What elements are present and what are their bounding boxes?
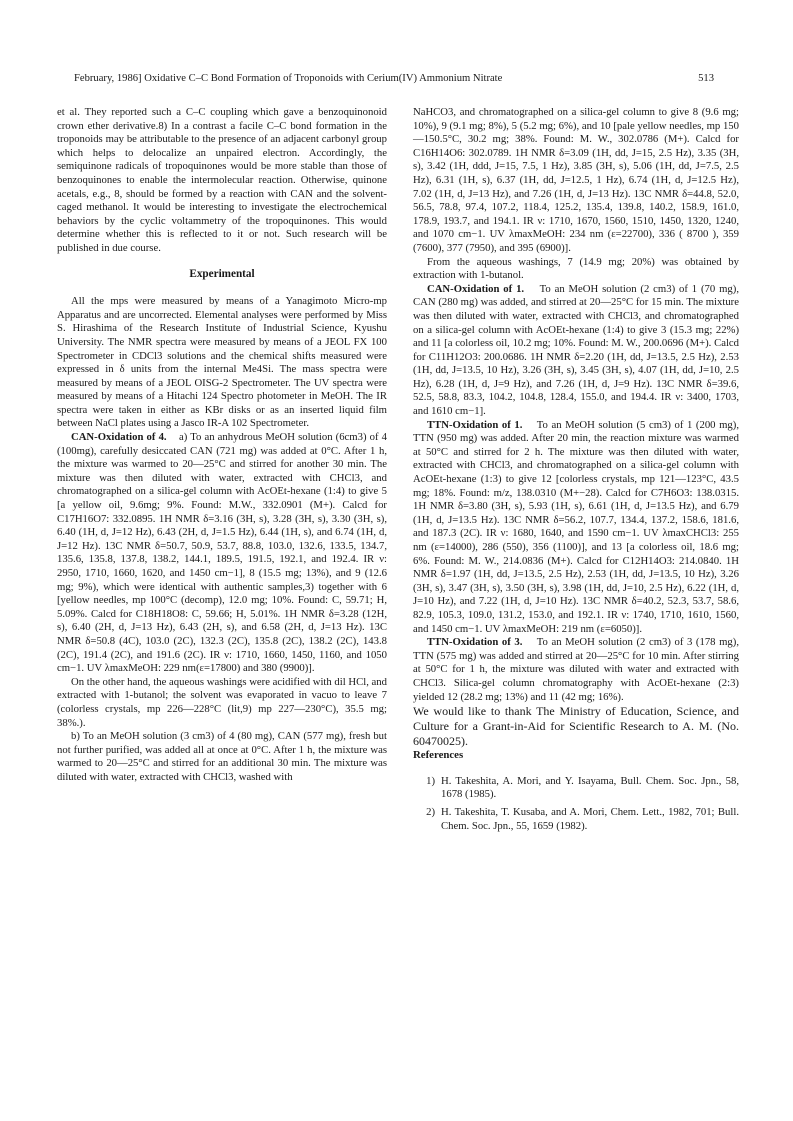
paragraph-text: a) To an anhydrous MeOH solution (6cm3) of 4 (100mg), carefully desiccated CAN (721 mg) was added at 0°C. After 1 h, the mixture was warmed to 20—25°C and stirred for another 30 min. The mixture was then diluted with water, extracted with CHCl3, and chromatographed on a silica-gel column with AcOEt-hexane (1:4) to give 5 [a yellow oil, 9.6mg; 9%. Found: M.W., 332.0901 (M+). Calcd for C17H16O7: 332.0895. 1H NMR δ=3.16 (3H, s), 3.28 (3H, s), 3.30 (3H, s), 6.40 (1H, d, J=12 Hz), 6.43 (2H, d, J=1.5 Hz), 6.44 (1H, s), and 6.74 (1H, d, J=12 Hz). 13C NMR δ=50.7, 50.9, 53.7, 88.8, 103.0, 132.6, 133.5, 134.7, 135.6, 135.8, 137.8, 138.2, 144.1, 189.5, 191.5, 192.1, and 192.4. IR ν: 2950, 1710, 1660, 1620, and 1450 cm−1], 8 (15.5 mg; 13%), and 9 (12.6 mg; 9%), which were identical with authentic samples,3) together with 6 [yellow needles, mp 100°C (decomp), 12.0 mg; 10%. Found: C, 59.71; H, 5.09%. Calcd for C18H18O8: C, 59.66; H, 5.01%. 1H NMR δ=3.28 (12H, s), 6.40 (2H, d, J=13 Hz), 6.43 (2H, s), and 6.58 (2H, d, J=13 Hz). 13C NMR δ=50.8 (4C), 103.0 (2C), 132.3 (2C), 135.8 (2C), 138.2 (2C), 143.8 (2C), 191.4 (2C), and 191.6 (2C). IR ν: 1710, 1660, 1450, 1160, and 1050 cm−1. UV λmaxMeOH: 229 nm(ε=17800) and 380 (9900)]. (57, 431, 387, 675)
subheading: TTN-Oxidation of 3. (427, 636, 523, 649)
running-header (74, 71, 714, 87)
acknowledgment: We would like to thank The Ministry of Education, Science, and Culture for a Grant-in-Aid for Scientific Research to A. M. (No. 60470025). (413, 704, 739, 749)
methods-paragraph: All the mps were measured by means of a Yanagimoto Micro-mp Apparatus and are uncorrected. Elemental analyses were performed by Miss S. Hirashima of the Research Institute of Industrial Science, Kyushu University. The NMR spectra were measured by means of a JEOL FX 100 Spectrometer in CDCl3 solutions and the chemical shifts measured were expressed in δ units from the internal Me4Si. The mass spectra were measured by means of a JEOL OISG-2 Spectrometer. The UV spectra were measured by means of a Hitachi 124 Spectro photometer in MeOH. The IR spectra were taken in either as KBr disks or as an inserted liquid film between NaCl plates using a Jasco IR-A 102 Spectrometer. (57, 295, 387, 430)
left-column (57, 106, 387, 785)
experimental-heading: Experimental (189, 267, 255, 280)
header-title: February, 1986] Oxidative C–C Bond Formation of Troponoids with Cerium(IV) Ammonium Nitrate (74, 73, 503, 84)
reference-text: H. Takeshita, T. Kusaba, and A. Mori, Chem. Lett., 1982, 701; Bull. Chem. Soc. Jpn., 55, 1659 (1982). (441, 805, 739, 832)
aqueous-extraction-paragraph: From the aqueous washings, 7 (14.9 mg; 20%) was obtained by extraction with 1-butanol. (413, 255, 739, 282)
paragraph-text: To an MeOH solution (2 cm3) of 3 (178 mg), TTN (575 mg) was added and stirred at 20—25°C for 10 min. After stirring at 50°C for 1 h, the mixture was diluted with water and extracted with CHCl3. Silica-gel column chromatography with AcOEt-hexane (2:3) yielded 12 (28.2 mg; 13%) and 11 (42 mg; 16%). (413, 636, 739, 703)
procedure-b-paragraph: b) To an MeOH solution (3 cm3) of 4 (80 mg), CAN (577 mg), fresh but not further purified, was added all at once at 0°C. After 1 h, the mixture was warmed to 20—25°C and stirred for an additional 30 min. The mixture was diluted with water, extracted with CHCl3, washed with (57, 730, 387, 783)
subheading: CAN-Oxidation of 4. (71, 431, 167, 444)
right-column (413, 106, 739, 837)
aqueous-washings-paragraph: On the other hand, the aqueous washings were acidified with dil HCl, and extracted with 1-butanol; the solvent was evaporated in vacuo to leave 7 (colorless crystals, mp 226—228°C (lit,9) mp 227—230°C), 35.5 mg; 38%.). (57, 675, 387, 729)
paragraph-text: To an MeOH solution (2 cm3) of 1 (70 mg), CAN (280 mg) was added, and stirred at 20—25°C for 15 min. The mixture was then diluted with water, extracted with CHCl3, and chromatographed on a silica-gel column with AcOEt-hexane (1:4) to give 3 (15.3 mg; 22%) and 11 [a colorless oil, 10.2 mg; 10%. Found: M. W., 200.0696 (M+). Calcd for C11H12O3: 200.0686. 1H NMR δ=2.20 (1H, dd, J=13.5, 2.5 Hz), 2.53 (1H, dd, J=13.5, 10 Hz), 3.26 (3H, s), 3.45 (3H, s), 4.07 (1H, dd, J=10, 2.5 Hz), 6.28 (1H, d, J=9 Hz), and 7.26 (1H, d, J=9 Hz). 13C NMR δ=39.6, 52.5, 58.8, 83.3, 104.2, 104.8, 128.4, 155.0, and 194.4. IR ν: 3400, 1703, and 1610 cm−1]. (413, 282, 739, 418)
subheading: TTN-Oxidation of 1. (427, 418, 523, 431)
discussion-paragraph: et al. They reported such a C–C coupling which gave a benzoquinonoid crown ether derivative.8) In a contrast a facile C–C bond formation in the troponoids may be attributable to the presence of an adjacent carbonyl group which helps to delocalize an unpaired electron. Accordingly, the semiquinone radicals of tropoquinones would be more stable than those of benzoquinones to enable the intermolecular reaction. Otherwise, quinone acetals, e.g., 8, should be formed by a reaction with CAN and the solvent-caged methanol. It would be interesting to investigate the electrochemical behaviors by the cyclic voltammetry of the tropoquinones. This would determine whether this is reflected to it or not. Such research will be published in due course. (57, 106, 387, 254)
ttn-oxidation-3-paragraph (413, 636, 739, 704)
references-heading: References (413, 749, 464, 762)
ttn-oxidation-1-paragraph (413, 419, 739, 637)
page-number: 513 (698, 73, 714, 84)
can-oxidation-1-paragraph (413, 283, 739, 419)
reference-item (413, 806, 739, 833)
reference-number: 1) (426, 774, 435, 787)
can-oxidation-4-paragraph (57, 431, 387, 676)
subheading: CAN-Oxidation of 1. (427, 282, 525, 295)
reference-number: 2) (426, 805, 435, 818)
continued-paragraph: NaHCO3, and chromatographed on a silica-gel column to give 8 (9.6 mg; 10%), 9 (9.1 mg; 8%), 5 (5.2 mg; 6%), and 10 [pale yellow needles, mp 150—150.5°C, 30.2 mg; 38%. Found: M. W., 302.0786 (M+). Calcd for C16H14O6: 302.0789. 1H NMR δ=3.09 (1H, dd, J=15, 2.5 Hz), 3.35 (3H, s), 3.42 (1H, ddd, J=15, 7.5, 1 Hz), 3.85 (3H, s), 5.06 (1H, dd, J=7.5, 2.5 Hz), 6.31 (1H, s), 6.37 (1H, dd, J=12.5, 1 Hz), 6.74 (1H, d, J=12.5 Hz), 7.02 (1H, d, J=13 Hz), and 7.26 (1H, d, J=13 Hz). 13C NMR δ=44.8, 52.0, 56.5, 78.8, 97.4, 107.2, 118.4, 125.2, 135.4, 139.8, 140.2, 158.9, 161.0, 178.9, 193.7, and 194.1. IR ν: 1710, 1670, 1560, 1510, 1450, 1320, 1240, and 1070 cm−1. UV λmaxMeOH: 234 nm (ε=22700), 336 ( 8700 ), 359 (7600), 377 (7950), and 395 (6900)]. (413, 106, 739, 254)
reference-item (413, 775, 739, 802)
reference-text: H. Takeshita, A. Mori, and Y. Isayama, Bull. Chem. Soc. Jpn., 58, 1678 (1985). (441, 774, 739, 801)
paragraph-text: To an MeOH solution (5 cm3) of 1 (200 mg), TTN (950 mg) was added. After 20 min, the reaction mixture was warmed at 50°C and stirred for 2 h. The mixture was then diluted with water, extracted with CHCl3, and chromatographed on a silica-gel column with AcOEt-hexane (1:3) to give 12 [colorless crystals, mp 121—123°C, 43.5 mg; 18%. Found: m/z, 138.0310 (M+−28). Calcd for C7H6O3: 138.0315. 1H NMR δ=3.80 (3H, s), 5.93 (1H, s), 6.61 (1H, d, J=13.5 Hz), and 6.79 (1H, d, J=13.5 Hz). 13C NMR δ=56.2, 107.7, 134.4, 137.2, 158.6, 181.6, and 187.3 (2C). IR ν: 1680, 1640, and 1590 cm−1. UV λmaxCHCl3: 255 nm (ε=14000), 286 (550), 356 (1100)], and 13 [a colorless oil, 18.6 mg; 6%. Found: M. W., 214.0836 (M+). Calcd for C12H14O3: 214.0840. 1H NMR δ=1.97 (1H, dd, J=13.5, 2.5 Hz), 2.53 (1H, dd, J=13.5, 10 Hz), 3.26 (3H, s), 3.47 (3H, s), 3.50 (3H, s), 3.98 (1H, dd, J=10, 2.5 Hz), 6.22 (1H, d, J=10 Hz), and 7.22 (1H, d, J=10 Hz). 13C NMR δ=40.2, 52.3, 53.7, 58.6, 82.9, 105.3, 109.0, 131.2, 153.0, and 192.1. IR ν: 1740, 1710, 1610, 1560, and 1450 cm−1. UV λmaxMeOH: 219 nm (ε=6050)]. (413, 418, 739, 635)
